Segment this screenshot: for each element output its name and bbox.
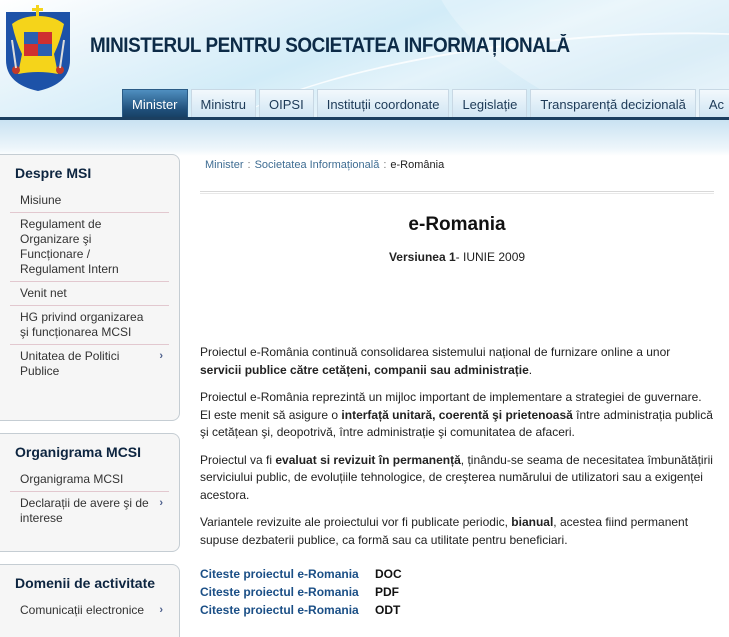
sidebar-item-label: Misiune: [20, 193, 62, 207]
paragraph: [200, 452, 714, 505]
text: , ținându-se seama de necesitatea îmbunătățirii serviciului public, de evoluțiile tehnologice, de creşterea numărului de utilizatori sau a exigenței acestora.: [200, 452, 713, 502]
site-header: [0, 0, 729, 118]
sidebar-box-domenii-activitate: [0, 564, 180, 637]
sidebar-item-label: HG privind organizarea şi funcționarea MCSI: [20, 310, 144, 339]
nav-tab-institutii-coordonate[interactable]: Instituții coordonate: [317, 89, 450, 118]
download-link-odt[interactable]: Citeste proiectul e-Romania: [200, 603, 359, 617]
sidebar-item-venit-net[interactable]: [10, 282, 169, 306]
download-row: [200, 583, 714, 601]
sidebar-item-misiune[interactable]: [10, 189, 169, 213]
format-label: PDF: [375, 585, 399, 599]
sidebar-box-organigrama: [0, 433, 180, 552]
text-bold: evaluat si revizuit în permanență: [275, 452, 461, 467]
text-bold: servicii publice către cetățeni, companii sau administrație: [200, 362, 529, 377]
sidebar-box-despre-msi: [0, 154, 180, 421]
sidebar-item-label: Venit net: [20, 286, 67, 300]
breadcrumb-current: e-România: [390, 159, 445, 171]
chevron-right-icon: ›: [159, 350, 163, 362]
version-line: [200, 250, 714, 264]
main-content: [200, 156, 714, 619]
sidebar-box-title: Domenii de activitate: [15, 575, 156, 591]
format-label: DOC: [375, 567, 402, 581]
nav-tab-transparenta-decizionala[interactable]: Transparență decizională: [530, 89, 696, 118]
site-title: MINISTERUL PENTRU SOCIETATEA INFORMAȚIONALĂ: [90, 34, 570, 57]
text-bold: bianual: [511, 515, 554, 529]
page-title: e-Romania: [408, 214, 506, 235]
text: Proiectul va fi: [200, 452, 276, 467]
text: Proiectul e-România reprezintă un mijloc important de implementare a strategiei de guvernare. El este menit să asigure o: [200, 390, 702, 422]
sub-header-band: [0, 120, 729, 156]
sidebar-box-title: Despre MSI: [15, 165, 92, 181]
text: Variantele revizuite ale proiectului vor fi publicate periodic,: [200, 515, 512, 529]
download-link-doc[interactable]: Citeste proiectul e-Romania: [200, 567, 359, 581]
breadcrumb-separator: :: [247, 159, 251, 171]
download-row: [200, 565, 714, 583]
sidebar-item-unitatea-politici-publice[interactable]: [10, 345, 169, 383]
sidebar-item-label: Unitatea de Politici Publice: [20, 349, 120, 378]
text-bold: interfață unitară, coerentă şi prietenoasă: [341, 407, 573, 422]
version-label: Versiunea 1: [388, 250, 456, 264]
paragraph: [200, 389, 714, 442]
sidebar-item-hg-privind[interactable]: [10, 306, 169, 345]
chevron-right-icon: ›: [159, 497, 163, 509]
text: .: [528, 362, 533, 377]
sidebar-item-label: Declarații de avere şi de interese: [20, 496, 149, 525]
paragraph: [200, 514, 714, 549]
version-date: - IUNIE 2009: [455, 250, 526, 264]
breadcrumb-separator: :: [383, 159, 387, 171]
sidebar-item-organigrama-mcsi[interactable]: [10, 468, 169, 492]
sidebar-item-label: Comunicații electronice: [20, 603, 145, 617]
nav-tab-oipsi[interactable]: OIPSI: [259, 89, 314, 118]
nav-tab-ministru[interactable]: Ministru: [191, 89, 257, 118]
sidebar: [0, 154, 180, 637]
sidebar-box-title: Organigrama MCSI: [15, 444, 142, 460]
sidebar-item-regulament[interactable]: [10, 213, 169, 282]
download-row: [200, 601, 714, 619]
nav-tab-legislatie[interactable]: Legislație: [452, 89, 527, 118]
text: , acestea fiind permanent supuse dezbaterii publice, ca formă sau ca utilitate pentru beneficiari.: [200, 515, 689, 547]
main-nav: [122, 89, 729, 118]
divider: [200, 191, 714, 194]
breadcrumb-societatea-informationala[interactable]: Societatea Informațională: [254, 159, 380, 171]
text: între administrația publică şi cetățean şi, deopotrivă, între administrație şi comunitatea de afaceri.: [200, 407, 713, 439]
sidebar-item-label: Regulament de Organizare şi Funcționare / Regulament Intern: [20, 217, 119, 276]
download-link-pdf[interactable]: Citeste proiectul e-Romania: [200, 585, 359, 599]
paragraph: [200, 344, 714, 379]
download-links: [200, 565, 714, 619]
text: Proiectul e-România continuă consolidarea sistemului național de furnizare online a unor: [200, 345, 671, 359]
format-label: ODT: [375, 603, 401, 617]
breadcrumb: [200, 159, 714, 171]
sidebar-item-declaratii-avere[interactable]: [10, 492, 169, 530]
nav-tab-minister[interactable]: Minister: [122, 89, 188, 118]
article-body: [200, 344, 714, 549]
sidebar-item-label: Organigrama MCSI: [20, 472, 124, 486]
breadcrumb-minister[interactable]: Minister: [205, 159, 244, 171]
sidebar-item-comunicatii-electronice[interactable]: [10, 599, 169, 622]
nav-tab-ac[interactable]: Ac: [699, 89, 729, 118]
chevron-right-icon: ›: [159, 604, 163, 616]
romania-coat-of-arms-icon[interactable]: [2, 2, 74, 92]
